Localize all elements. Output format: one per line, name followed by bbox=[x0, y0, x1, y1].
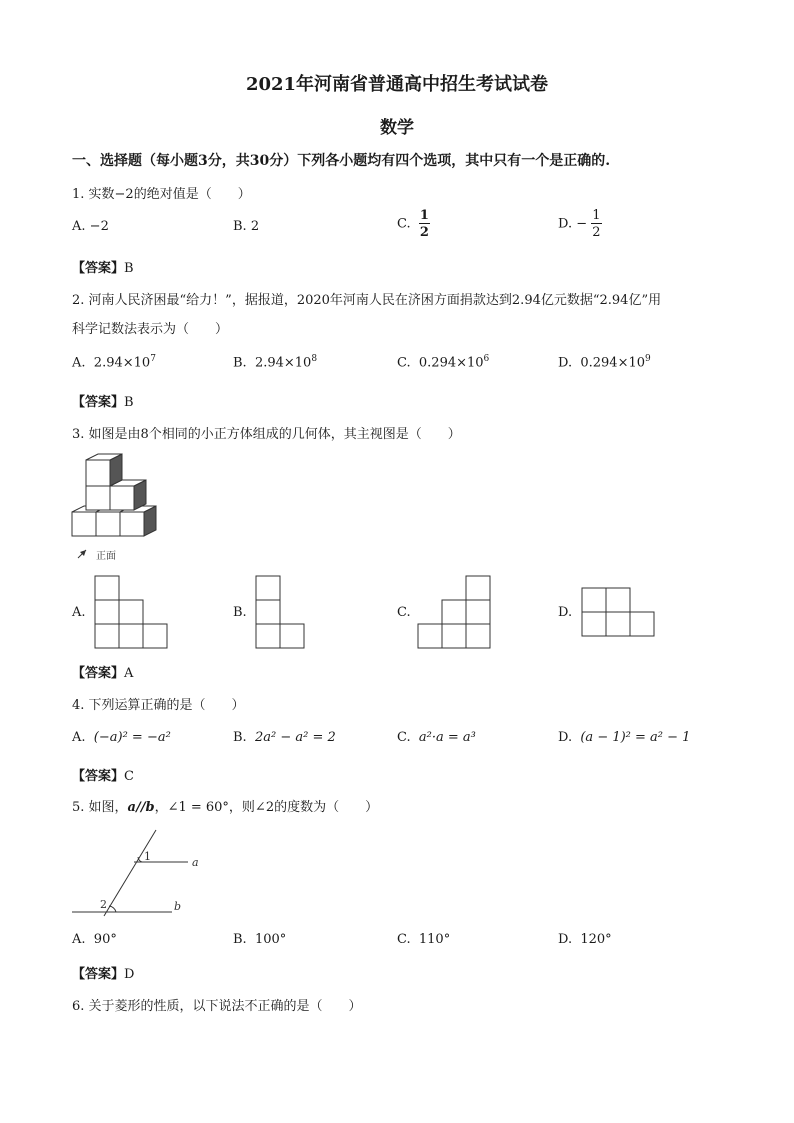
question-5-stem: 5. 如图，a//b，∠1 = 60°，则∠2的度数为（ ） bbox=[72, 800, 379, 815]
q2-option-a: A. $2.94\times 10^7$ bbox=[72, 354, 156, 371]
angle-1-arc bbox=[138, 857, 142, 862]
q2-answer: 【答案】B bbox=[72, 395, 134, 410]
question-4-stem: 4. 下列运算正确的是（ ） bbox=[72, 698, 245, 713]
fraction: $\frac{1}{2}$ bbox=[592, 208, 601, 240]
q3-option-a-view bbox=[94, 575, 170, 651]
angle-1-label: 1 bbox=[144, 850, 151, 863]
angle-2-label: 2 bbox=[100, 898, 107, 911]
q1-answer: 【答案】B bbox=[72, 261, 134, 276]
line-b-label: b bbox=[174, 900, 182, 913]
q5-option-b: B. 100° bbox=[233, 932, 287, 947]
q4-option-d: D. (a − 1)² = a² − 1 bbox=[558, 730, 691, 745]
parallel-lines-figure bbox=[70, 826, 210, 918]
q3-option-c-label: C. bbox=[397, 605, 411, 620]
q3-answer: 【答案】A bbox=[72, 666, 134, 681]
q4-option-a: A. (−a)² = −a² bbox=[72, 730, 171, 745]
q5-option-a: A. 90° bbox=[72, 932, 117, 947]
q4-answer: 【答案】C bbox=[72, 769, 134, 784]
question-1-stem: 1. 实数−2的绝对值是（ ） bbox=[72, 187, 251, 202]
subject-title: 数学 bbox=[380, 118, 414, 138]
question-2-stem-line2: 科学记数法表示为（ ） bbox=[72, 322, 229, 337]
q3-option-d-label: D. bbox=[558, 605, 573, 620]
option-label: A. bbox=[72, 219, 86, 234]
paper-title: 2021年河南省普通高中招生考试试卷 bbox=[245, 74, 549, 95]
q3-option-d-view bbox=[581, 587, 659, 641]
option-value: 2 bbox=[250, 219, 260, 234]
q2-option-c: C. $0.294\times 10^6$ bbox=[397, 354, 490, 371]
transversal-line bbox=[104, 830, 156, 916]
q1-option-a bbox=[72, 219, 109, 234]
question-6-stem: 6. 关于菱形的性质，以下说法不正确的是（ ） bbox=[72, 999, 362, 1014]
q5-option-c: C. 110° bbox=[397, 932, 451, 947]
section-heading: 一、选择题（每小题3分，共30分）下列各小题均有四个选项，其中只有一个是正确的. bbox=[72, 153, 611, 169]
front-label: 正面 bbox=[96, 551, 116, 562]
line-a-label: a bbox=[192, 856, 199, 869]
cube-figure bbox=[66, 450, 166, 566]
q3-option-c-view bbox=[417, 575, 493, 651]
question-2-stem-line1: 2. 河南人民济困最“给力！”，据报道，2020年河南人民在济困方面捐款达到2.94亿元数据“2.94亿”用 bbox=[72, 293, 662, 308]
q3-option-b-view bbox=[255, 575, 309, 651]
q5-option-d: D. 120° bbox=[558, 932, 612, 947]
option-label: C. bbox=[397, 216, 411, 232]
q4-option-b: B. 2a² − a² = 2 bbox=[233, 730, 336, 745]
option-label: D. bbox=[558, 216, 573, 232]
question-3-stem: 3. 如图是由8个相同的小正方体组成的几何体，其主视图是（ ） bbox=[72, 427, 461, 442]
q1-option-c bbox=[397, 209, 430, 239]
q3-option-a-label: A. bbox=[72, 605, 86, 620]
q3-option-b-label: B. bbox=[233, 605, 247, 620]
q5-answer: 【答案】D bbox=[72, 967, 135, 982]
option-value: −2 bbox=[89, 219, 109, 234]
q4-option-c: C. a²·a = a³ bbox=[397, 730, 476, 745]
fraction: $\frac{1}{2}$ bbox=[419, 208, 429, 240]
q2-option-b: B. $2.94\times 10^8$ bbox=[233, 354, 318, 371]
q2-option-d: D. $0.294\times 10^9$ bbox=[558, 354, 651, 371]
option-label: B. bbox=[233, 219, 247, 234]
q1-option-d: D. − $\frac{1}{2}$ bbox=[558, 208, 601, 240]
q1-option-b bbox=[233, 219, 259, 234]
